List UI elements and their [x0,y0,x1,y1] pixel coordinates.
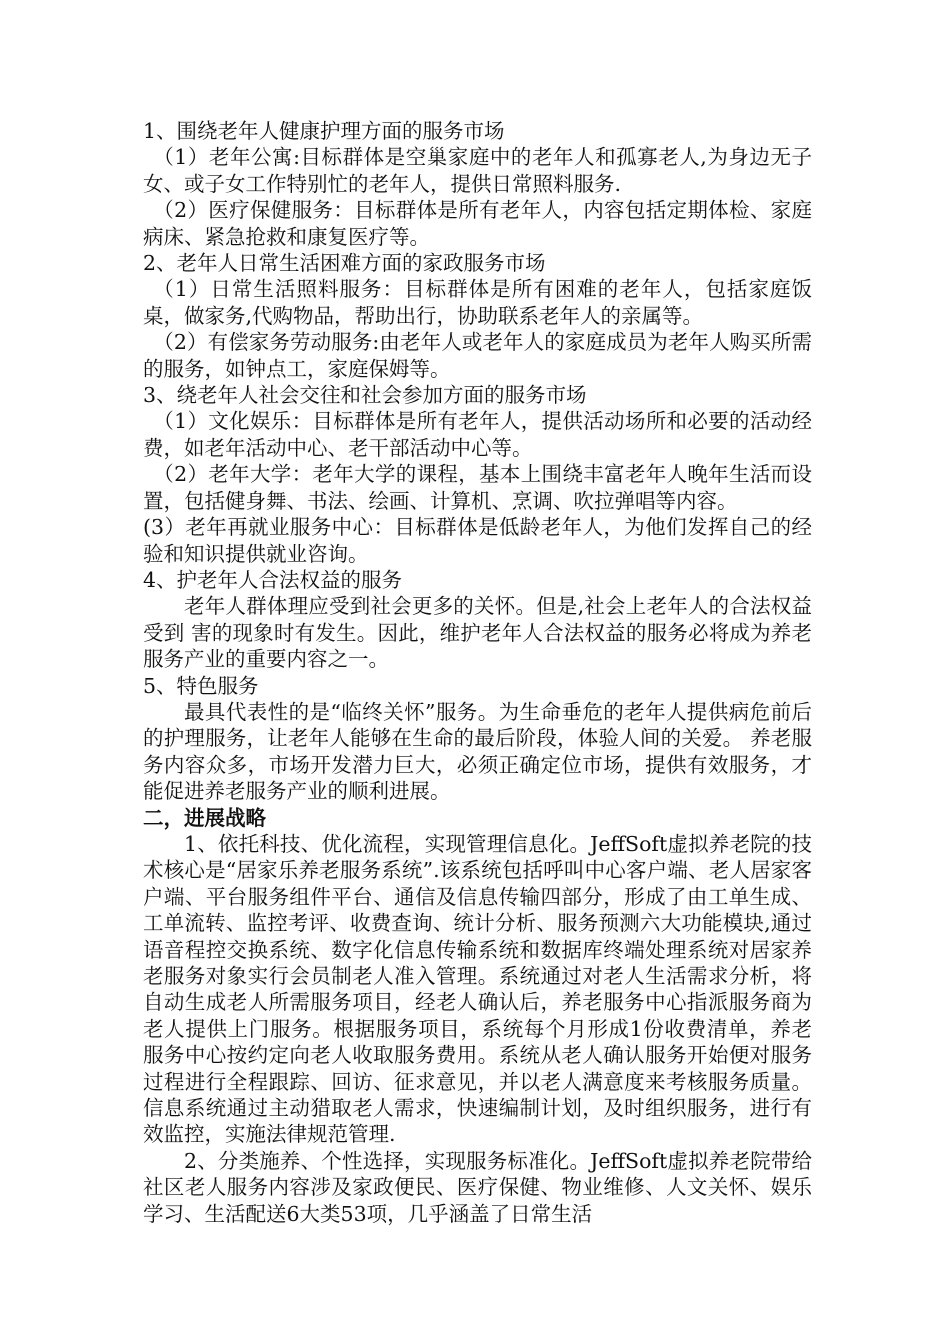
item-reemployment-center: (3）老年再就业服务中心：目标群体是低龄老年人，为他们发挥自己的经验和知识提供就业咨询。 [143,515,812,566]
paragraph-legal-rights: 老年人群体理应受到社会更多的关怀。但是,社会上老年人的合法权益受到 害的现象时有发生。因此，维护老年人合法权益的服务必将成为养老服务产业的重要内容之一。 [143,594,812,672]
item-paid-housework: （2）有偿家务劳动服务:由老年人或老年人的家庭成员为老年人购买所需的服务，如钟点工，家庭保姆等。 [143,330,812,381]
heading-social-participation-market: 3、绕老年人社会交往和社会参加方面的服务市场 [143,383,587,408]
paragraph-strategy-2: 2、分类施养、个性选择，实现服务标准化。JeffSoft虚拟养老院带给社区老人服务内容涉及家政便民、医疗保健、物业维修、人文关怀、娱乐学习、生活配送6大类53项，几乎涵盖了日常生活 [143,1148,812,1226]
heading-housekeeping-market: 2、老年人日常生活困难方面的家政服务市场 [143,251,546,276]
item-daily-care: （1）日常生活照料服务：目标群体是所有困难的老年人，包括家庭饭桌，做家务,代购物品，帮助出行，协助联系老年人的亲属等。 [143,277,812,328]
item-medical-care: （2）医疗保健服务：目标群体是所有老年人，内容包括定期体检、家庭病床、紧急抢救和康复医疗等。 [143,198,812,249]
item-elderly-apartment: （1）老年公寓:目标群体是空巢家庭中的老年人和孤寡老人,为身边无子女、或子女工作特别忙的老年人，提供日常照料服务. [143,145,812,196]
heading-special-services: 5、特色服务 [143,673,259,698]
item-culture-entertainment: （1）文化娱乐：目标群体是所有老年人，提供活动场所和必要的活动经费，如老年活动中心、老干部活动中心等。 [143,409,812,460]
heading-health-care-market: 1、围绕老年人健康护理方面的服务市场 [143,119,505,143]
heading-legal-rights: 4、护老年人合法权益的服务 [143,567,403,592]
section-title-strategy: 二，进展战略 [143,805,266,830]
paragraph-strategy-1: 1、依托科技、优化流程，实现管理信息化。JeffSoft虚拟养老院的技术核心是“居家乐养老服务系统”.该系统包括呼叫中心客户端、老人居家客户端、平台服务组件平台、通信及信息传输四部分，形成了由工单生成、工单流转、监控考评、收费查询、统计分析、服务预测六大功能模块,通过语音程控交换系统、数字化信息传输系统和数据库终端处理系统对居家养老服务对象实行会员制老人准入管理。系统通过对老人生活需求分析，将自动生成老人所需服务项目，经老人确认后，养老服务中心指派服务商为老人提供上门服务。根据服务项目，系统每个月形成1份收费清单，养老服务中心按约定向老人收取服务费用。系统从老人确认服务开始便对服务过程进行全程跟踪、回访、征求意见，并以老人满意度来考核服务质量。信息系统通过主动猎取老人需求，快速编制计划，及时组织服务，进行有效监控，实施法律规范管理. [143,831,812,1147]
paragraph-hospice-care: 最具代表性的是“临终关怀”服务。为生命垂危的老年人提供病危前后的护理服务，让老年人能够在生命的最后阶段，体验人间的关爱。 养老服务内容众多，市场开发潜力巨大，必须正确定位市场，提供有效服务，才能促进养老服务产业的顺利进展。 [143,699,812,804]
item-elderly-university: （2）老年大学：老年大学的课程，基本上围绕丰富老年人晚年生活而设置，包括健身舞、书法、绘画、计算机、烹调、吹拉弹唱等内容。 [143,462,812,513]
